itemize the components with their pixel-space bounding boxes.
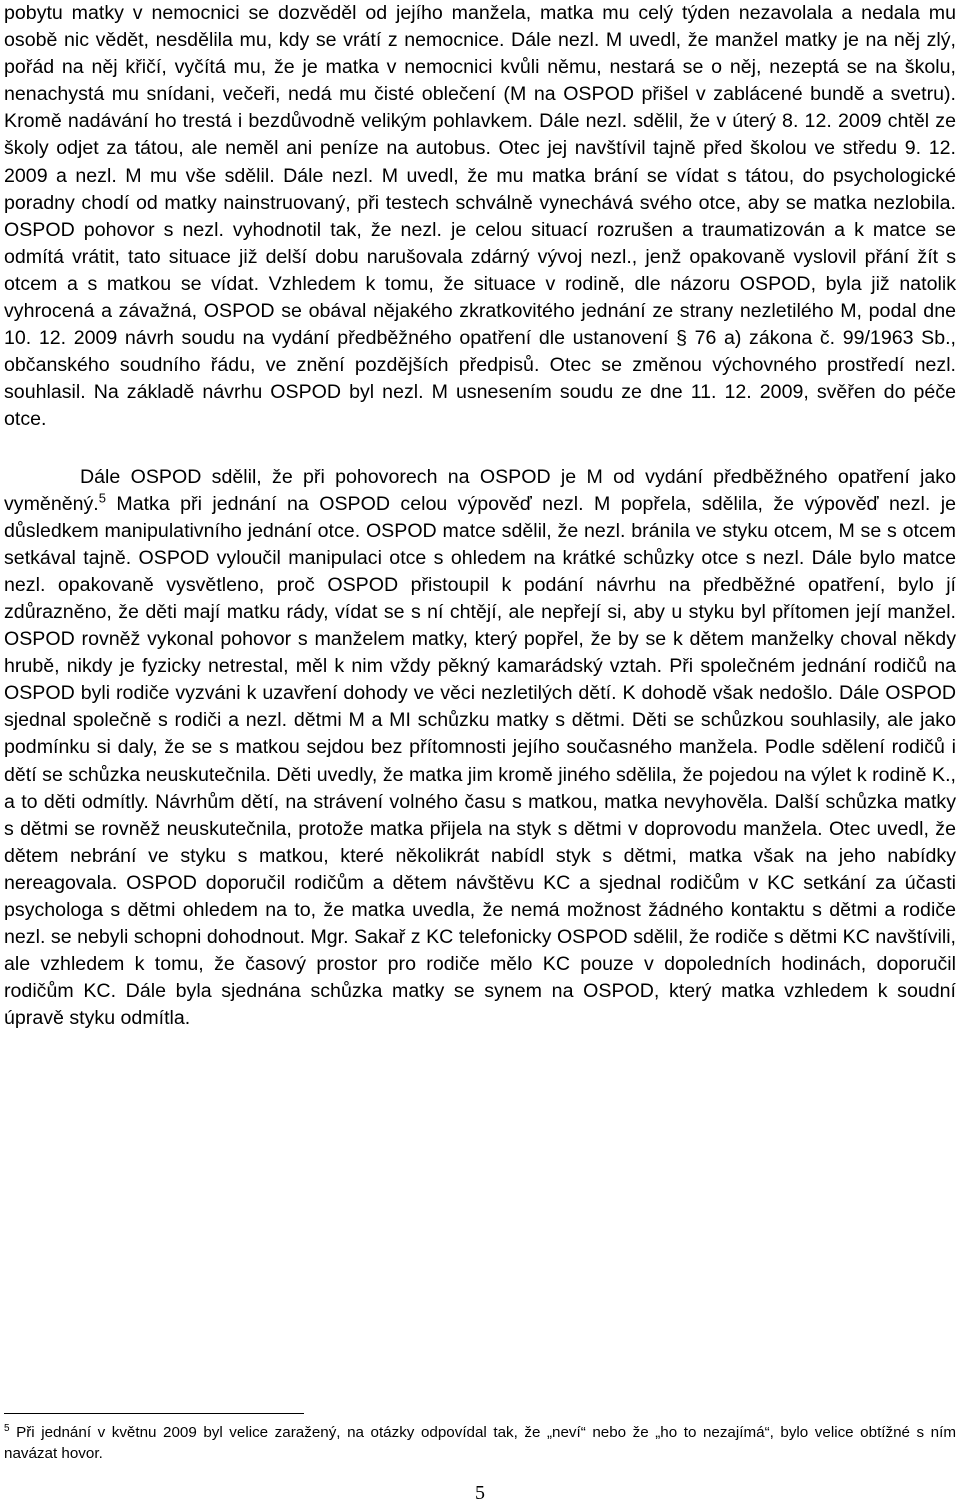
paragraph-2 xyxy=(4,464,956,1033)
footnote-reference[interactable]: 5 xyxy=(98,490,106,506)
footnote-separator xyxy=(4,1413,304,1414)
paragraph-2-part-2: Matka při jednání na OSPOD celou výpověď nezl. M popřela, sdělila, že výpověď nezl. je důsledkem manipulativního jednání otce. OSPOD matce sdělil, že nezl. bránila ve styku otcem, M se s otcem setkával tajně. OSPOD vyloučil manipulaci otce s ohledem na krátké schůzky otce s nezl. Dále bylo matce nezl. opakovaně vysvětleno, proč OSPOD přistoupil k podání návrhu na předběžné opatření, bylo jí zdůrazněno, že děti mají matku rády, vídat se s ní chtějí, ale nepřejí si, aby u styku byl přítomen její manžel. OSPOD rovněž vykonal pohovor s manželem matky, který popřel, že by se k dětem manželky choval někdy hrubě, nikdy je fyzicky netrestal, měl k nim vždy pěkný kamarádský vztah. Při společném jednání rodičů na OSPOD byli rodiče vyzváni k uzavření dohody ve věci nezletilých dětí. K dohodě však nedošlo. Dále OSPOD sjednal společně s rodiči a nezl. dětmi M a MI schůzku matky s dětmi. Děti se schůzkou souhlasily, ale jako podmínku si daly, že se s matkou sejdou bez přítomnosti jejího současného manžela. Podle sdělení rodičů i dětí se schůzka neuskutečnila. Děti uvedly, že matka jim kromě jiného sdělila, že pojedou na výlet k rodině K., a to děti odmítly. Návrhům dětí, na strávení volného času s matkou, matka nevyhověla. Další schůzka matky s dětmi se rovněž neuskutečnila, protože matka přijela na styk s dětmi v doprovodu manžela. Otec uvedl, že dětem nebrání ve styku s matkou, které několikrát nabídl styk s dětmi, matka však na jeho nabídky nereagovala. OSPOD doporučil rodičům a dětem návštěvu KC a sjednal rodičům v KC setkání za účasti psychologa s dětmi ohledem na to, že matka uvedla, že nemá možnost žádného kontaktu s dětmi a rodiče nezl. se nebyli schopni dohodnout. Mgr. Sakař z KC telefonicky OSPOD sdělil, že rodiče s dětmi KC navštívili, ale vzhledem k tomu, že časový prostor pro rodiče mělo KC pouze v dopoledních hodinách, doporučil rodičům KC. Dále byla sjednána schůzka matky se synem na OSPOD, který matka vzhledem k soudní úpravě styku odmítla. xyxy=(4,492,956,1030)
paragraph-1: pobytu matky v nemocnici se dozvěděl od jejího manžela, matka mu celý týden nezavolala a nedala mu osobě nic vědět, nesdělila mu, kdy se vrátí z nemocnice. Dále nezl. M uvedl, že manžel matky je na něj zlý, pořád na něj křičí, vyčítá mu, že je matka v nemocnici kvůli němu, nestará se o něj, nezeptá se na školu, nenachystá mu snídani, večeři, nedá mu čisté oblečení (M na OSPOD přišel v zablácené bundě a svetru). Kromě nadávání ho trestá i bezdůvodně velikým pohlavkem. Dále nezl. sdělil, že v úterý 8. 12. 2009 chtěl ze školy odjet za tátou, ale neměl ani peníze na autobus. Otec jej navštívil tajně před školou ve středu 9. 12. 2009 a nezl. M mu vše sdělil. Dále nezl. M uvedl, že mu matka brání se vídat s tátou, do psychologické poradny chodí od matky nainstruovaný, při testech schválně vynechává svého otce, aby se matka nezlobila. OSPOD pohovor s nezl. vyhodnotil tak, že nezl. je celou situací rozrušen a traumatizován a k matce se odmítá vrátit, tato situace již delší dobu narušovala zdárný vývoj nezl., jenž opakovaně vyslovil přání žít s otcem a s matkou se vídat. Vzhledem k tomu, že situace v rodině, dle názoru OSPOD, byla již natolik vyhrocená a závažná, OSPOD se obával nějakého zkratkovitého jednání ze strany nezletilého M, podal dne 10. 12. 2009 návrh soudu na vydání předběžného opatření dle ustanovení § 76 a) zákona č. 99/1963 Sb., občanského soudního řádu, ve znění pozdějších předpisů. Otec se změnou výchovného prostředí nezl. souhlasil. Na základě návrhu OSPOD byl nezl. M usnesením soudu ze dne 11. 12. 2009, svěřen do péče otce. xyxy=(4,2,956,431)
paragraph-2-part-1: Dále OSPOD sdělil, že při pohovorech na OSPOD je M od vydání předběžného opatření jako vyměněný. xyxy=(4,465,956,515)
footnote-mark: 5 xyxy=(4,1422,10,1434)
body-text xyxy=(4,0,956,1032)
footnote-text: Při jednání v květnu 2009 byl velice zaražený, na otázky odpovídal tak, že „neví“ nebo že „ho to nezajímá“, bylo velice obtížné s ním navázat hovor. xyxy=(4,1424,956,1462)
paragraph-spacer xyxy=(4,434,956,464)
footnote xyxy=(4,1423,956,1464)
page-number: 5 xyxy=(475,1482,485,1504)
